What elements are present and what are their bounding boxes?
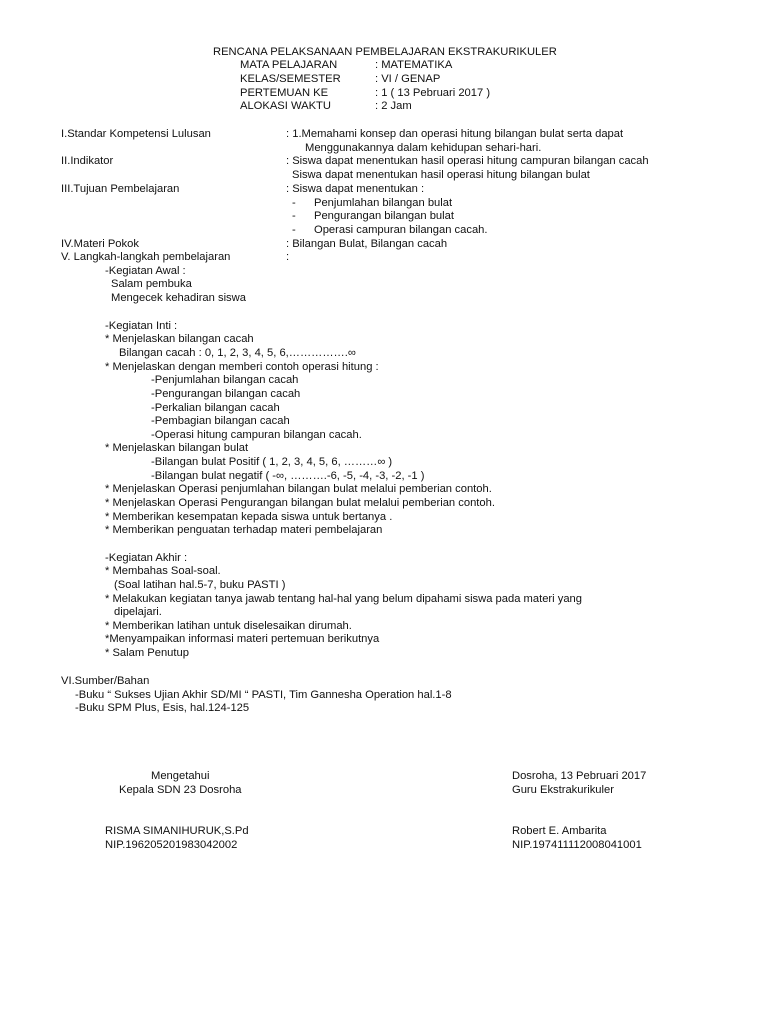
signature-left-line1: Mengetahui xyxy=(151,770,210,782)
info-label-pertemuan: PERTEMUAN KE xyxy=(240,87,329,99)
info-label-alokasi-waktu: ALOKASI WAKTU xyxy=(240,100,331,112)
sumber-title: VI.Sumber/Bahan xyxy=(61,675,150,687)
langkah-label: V. Langkah-langkah pembelajaran xyxy=(61,251,231,263)
signature-left-nip: NIP.196205201983042002 xyxy=(105,839,238,851)
sumber-item: -Buku “ Sukses Ujian Akhir SD/MI “ PASTI, Tim Gannesha Operation hal.1-8 xyxy=(75,689,452,701)
kegiatan-akhir-line: dipelajari. xyxy=(114,606,162,618)
kegiatan-inti-line: * Menjelaskan bilangan cacah xyxy=(105,333,254,345)
langkah-value: : xyxy=(286,251,290,263)
kegiatan-akhir-line: *Menyampaikan informasi materi pertemuan berikutnya xyxy=(105,633,380,645)
info-label-mata-pelajaran: MATA PELAJARAN xyxy=(240,59,338,71)
indikator-value-line2: Siswa dapat menentukan hasil operasi hitung bilangan bulat xyxy=(292,169,590,181)
info-value-mata-pelajaran: : MATEMATIKA xyxy=(375,59,453,71)
kegiatan-akhir-line: (Soal latihan hal.5-7, buku PASTI ) xyxy=(114,579,286,591)
tujuan-label: III.Tujuan Pembelajaran xyxy=(61,183,180,195)
info-value-alokasi-waktu: : 2 Jam xyxy=(375,100,412,112)
kegiatan-inti-line: * Memberikan penguatan terhadap materi pembelajaran xyxy=(105,524,383,536)
kegiatan-inti-title: -Kegiatan Inti : xyxy=(105,320,178,332)
kegiatan-awal-item: Salam pembuka xyxy=(111,278,192,290)
kegiatan-akhir-line: * Melakukan kegiatan tanya jawab tentang hal-hal yang belum dipahami siswa pada materi yang xyxy=(105,593,583,605)
kegiatan-inti-line: * Menjelaskan dengan memberi contoh operasi hitung : xyxy=(105,361,379,373)
indikator-value-line1: : Siswa dapat menentukan hasil operasi hitung campuran bilangan cacah xyxy=(286,155,649,167)
tujuan-dash: - xyxy=(292,224,296,236)
standar-value-line1: : 1.Memahami konsep dan operasi hitung bilangan bulat serta dapat xyxy=(286,128,624,140)
kegiatan-awal-item: Mengecek kehadiran siswa xyxy=(111,292,246,304)
tujuan-dash: - xyxy=(292,210,296,222)
kegiatan-akhir-line: * Memberikan latihan untuk diselesaikan dirumah. xyxy=(105,620,352,632)
kegiatan-inti-line: * Menjelaskan Operasi penjumlahan bilangan bulat melalui pemberian contoh. xyxy=(105,483,492,495)
tujuan-item: Pengurangan bilangan bulat xyxy=(314,210,454,222)
info-value-pertemuan: : 1 ( 13 Pebruari 2017 ) xyxy=(375,87,491,99)
kegiatan-awal-title: -Kegiatan Awal : xyxy=(105,265,186,277)
tujuan-dash: - xyxy=(292,197,296,209)
signature-right-nip: NIP.197411112008041001 xyxy=(512,839,642,851)
operasi-item: -Pembagian bilangan cacah xyxy=(151,415,290,427)
operasi-item: -Penjumlahan bilangan cacah xyxy=(151,374,299,386)
signature-right-line2: Guru Ekstrakurikuler xyxy=(512,784,614,796)
signature-left-line2: Kepala SDN 23 Dosroha xyxy=(119,784,242,796)
tujuan-item: Operasi campuran bilangan cacah. xyxy=(314,224,488,236)
materi-label: IV.Materi Pokok xyxy=(61,238,139,250)
signature-right-name: Robert E. Ambarita xyxy=(512,825,607,837)
sumber-item: -Buku SPM Plus, Esis, hal.124-125 xyxy=(75,702,250,714)
tujuan-value: : Siswa dapat menentukan : xyxy=(286,183,425,195)
operasi-item: -Pengurangan bilangan cacah xyxy=(151,388,301,400)
materi-value: : Bilangan Bulat, Bilangan cacah xyxy=(286,238,448,250)
kegiatan-akhir-line: * Salam Penutup xyxy=(105,647,189,659)
kegiatan-akhir-title: -Kegiatan Akhir : xyxy=(105,552,188,564)
bilangan-cacah-line: Bilangan cacah : 0, 1, 2, 3, 4, 5, 6,…………….∞ xyxy=(119,347,356,359)
standar-value-line2: Menggunakannya dalam kehidupan sehari-hari. xyxy=(305,142,542,154)
operasi-item: -Perkalian bilangan cacah xyxy=(151,402,280,414)
info-value-kelas-semester: : VI / GENAP xyxy=(375,73,441,85)
tujuan-item: Penjumlahan bilangan bulat xyxy=(314,197,453,209)
kegiatan-inti-line: * Memberikan kesempatan kepada siswa untuk bertanya . xyxy=(105,511,393,523)
document-title: RENCANA PELAKSANAAN PEMBELAJARAN EKSTRAKURIKULER xyxy=(213,46,557,58)
signature-right-line1: Dosroha, 13 Pebruari 2017 xyxy=(512,770,647,782)
info-label-kelas-semester: KELAS/SEMESTER xyxy=(240,73,341,85)
kegiatan-inti-line: * Menjelaskan Operasi Pengurangan bilangan bulat melalui pemberian contoh. xyxy=(105,497,495,509)
bilangan-bulat-positif: -Bilangan bulat Positif ( 1, 2, 3, 4, 5, 6, ………∞ ) xyxy=(151,456,393,468)
kegiatan-akhir-line: * Membahas Soal-soal. xyxy=(105,565,221,577)
standar-label: I.Standar Kompetensi Lulusan xyxy=(61,128,211,140)
signature-left-name: RISMA SIMANIHURUK,S.Pd xyxy=(105,825,249,837)
indikator-label: II.Indikator xyxy=(61,155,114,167)
kegiatan-inti-line: * Menjelaskan bilangan bulat xyxy=(105,442,249,454)
bilangan-bulat-negatif: -Bilangan bulat negatif ( -∞, ……….-6, -5, -4, -3, -2, -1 ) xyxy=(151,470,425,482)
operasi-item: -Operasi hitung campuran bilangan cacah. xyxy=(151,429,362,441)
